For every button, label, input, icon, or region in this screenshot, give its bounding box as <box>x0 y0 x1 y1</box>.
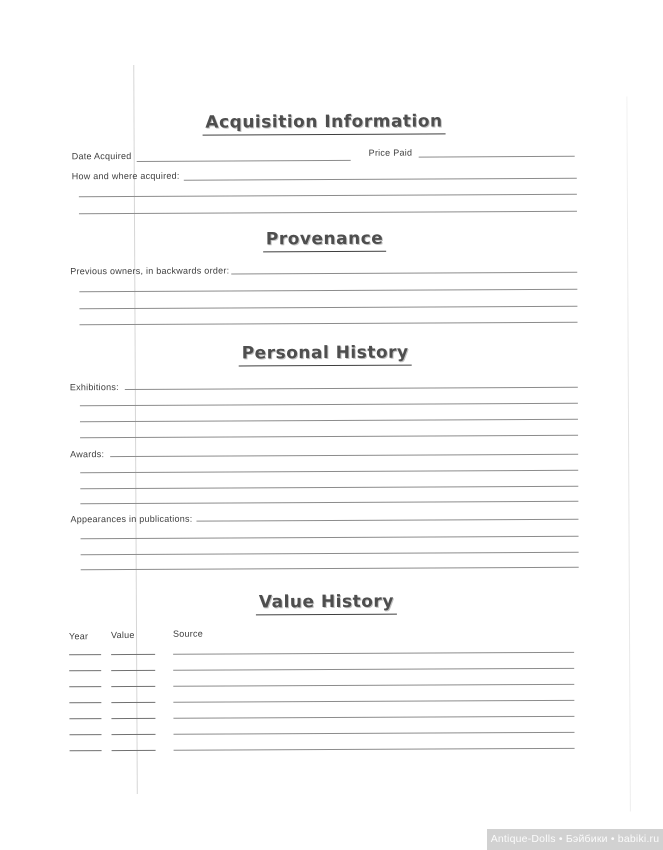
year-write-line <box>69 654 101 655</box>
value-write-line <box>111 686 155 687</box>
source-write-line <box>173 668 574 671</box>
field-label-how-where-acquired: How and where acquired: <box>71 170 180 182</box>
source-write-line <box>173 684 574 687</box>
source-write-line <box>174 732 575 735</box>
year-write-line <box>69 670 101 671</box>
section-title-acquisition <box>71 111 576 136</box>
field-label-awards: Awards: <box>70 449 105 460</box>
column-header-year: Year <box>69 631 89 642</box>
value-history-row <box>1 683 663 687</box>
section-title-text: Value History <box>256 592 397 616</box>
appearances-write-line <box>196 519 578 522</box>
blank-write-line <box>79 306 577 309</box>
blank-write-line <box>79 194 577 197</box>
year-write-line <box>69 718 101 719</box>
date-acquired-write-line <box>137 160 351 162</box>
field-label-price-paid: Price Paid <box>368 147 413 158</box>
blank-write-line <box>80 322 578 325</box>
value-history-row <box>2 747 663 751</box>
blank-write-line <box>79 211 577 214</box>
section-title-value-history <box>74 591 579 616</box>
blank-write-line <box>81 536 579 539</box>
value-write-line <box>111 718 155 719</box>
blank-write-line <box>80 470 578 473</box>
source-write-line <box>173 700 574 703</box>
price-paid-write-line <box>419 156 575 158</box>
field-label-appearances: Appearances in publications: <box>70 513 193 525</box>
value-write-line <box>112 750 156 751</box>
value-history-row <box>1 715 663 719</box>
blank-write-line <box>81 552 579 555</box>
source-write-line <box>173 716 574 719</box>
source-write-line <box>174 748 575 751</box>
value-write-line <box>112 734 156 735</box>
blank-write-line <box>80 501 578 504</box>
value-history-row <box>1 699 663 703</box>
blank-write-line <box>81 567 579 570</box>
field-label-previous-owners: Previous owners, in backwards order: <box>70 265 230 277</box>
awards-write-line <box>110 454 578 457</box>
column-header-source: Source <box>172 628 204 639</box>
section-title-text: Provenance <box>263 229 387 253</box>
blank-write-line <box>80 435 578 438</box>
field-label-date-acquired: Date Acquired <box>71 150 132 162</box>
blank-write-line <box>79 289 577 292</box>
value-history-row <box>1 651 663 655</box>
value-history-row <box>2 731 663 735</box>
value-write-line <box>111 702 155 703</box>
year-write-line <box>70 734 102 735</box>
field-label-exhibitions: Exhibitions: <box>69 382 119 393</box>
year-write-line <box>69 702 101 703</box>
blank-write-line <box>80 486 578 489</box>
section-title-personal-history <box>73 342 578 367</box>
section-title-provenance <box>72 228 577 253</box>
section-title-text: Acquisition Information <box>202 111 445 135</box>
page-edge-shadow <box>626 97 630 812</box>
value-history-row <box>1 667 663 671</box>
previous-owners-write-line <box>231 272 577 275</box>
watermark: Antique-Dolls • Бэйбики • babiki.ru <box>487 829 663 850</box>
value-write-line <box>111 654 155 655</box>
how-where-write-line <box>184 178 577 181</box>
blank-write-line <box>80 419 578 422</box>
blank-write-line <box>80 403 578 406</box>
year-write-line <box>69 686 101 687</box>
source-write-line <box>173 652 574 655</box>
column-header-value: Value <box>110 629 135 641</box>
value-write-line <box>111 670 155 671</box>
year-write-line <box>70 750 102 751</box>
value-history-table <box>0 0 661 2</box>
exhibitions-write-line <box>125 387 578 390</box>
section-title-text: Personal History <box>239 343 412 367</box>
